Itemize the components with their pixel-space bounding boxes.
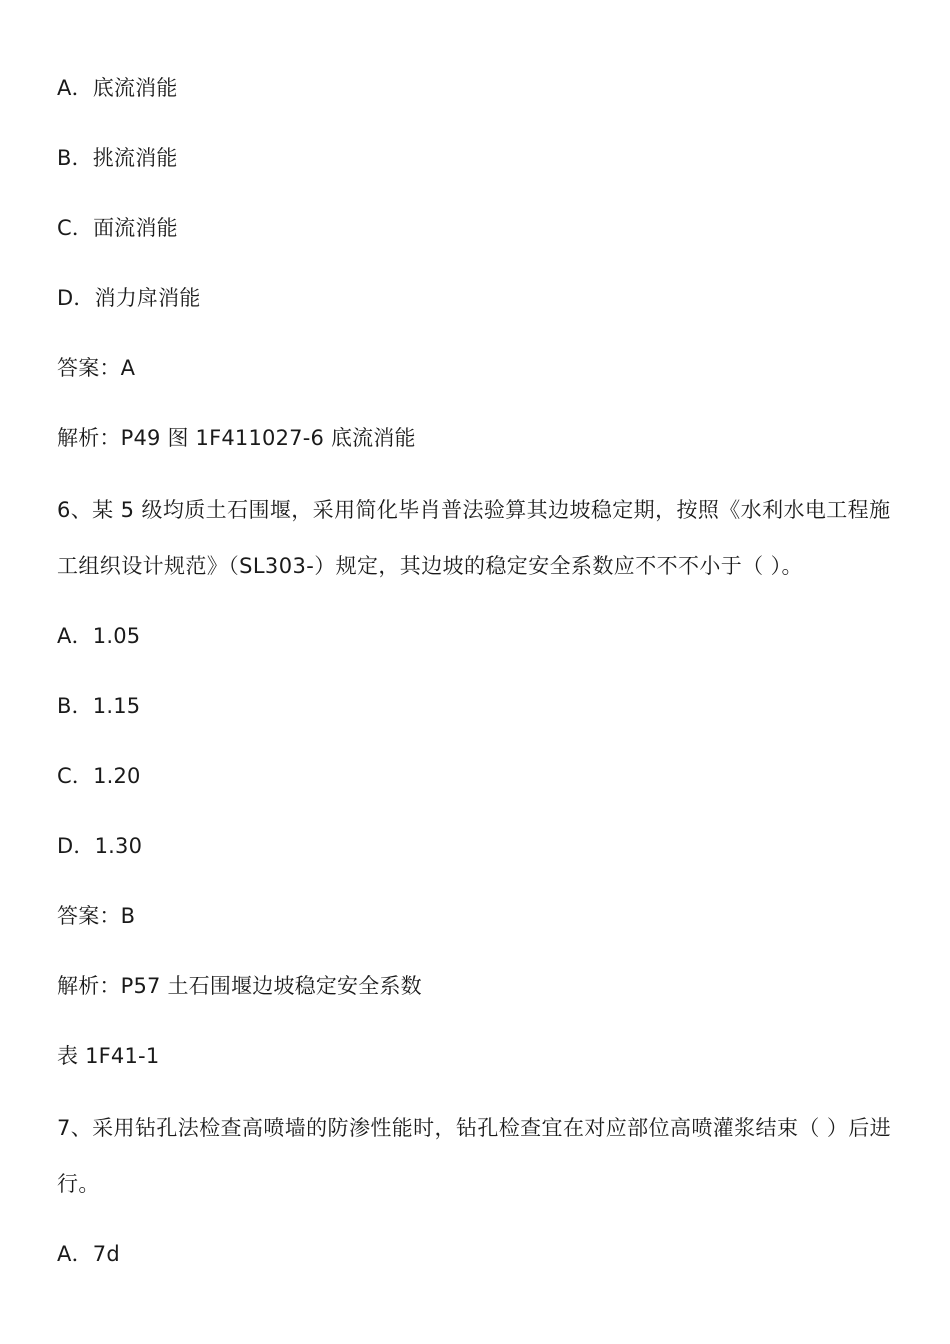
q7-stem: 7、采用钻孔法检查高喷墙的防渗性能时，钻孔检查宜在对应部位高喷灌浆结束（ ）后进行。: [57, 1116, 892, 1196]
q6-answer: 答案：B: [57, 904, 136, 928]
q5-option-d: D．消力戽消能: [57, 286, 201, 310]
q5-answer: 答案：A: [57, 356, 136, 380]
q6-analysis: 解析：P57 土石围堰边坡稳定安全系数: [57, 974, 422, 998]
q5-option-c: C．面流消能: [57, 216, 178, 240]
q6-option-d: D．1.30: [57, 834, 143, 858]
q6-table-ref: 表 1F41-1: [57, 1044, 160, 1068]
q6-option-c: C．1.20: [57, 764, 141, 788]
q6-option-a: A．1.05: [57, 624, 141, 648]
q6-option-b: B．1.15: [57, 694, 141, 718]
q6-stem: 6、某 5 级均质土石围堰，采用简化毕肖普法验算其边坡稳定期，按照《水利水电工程施工组织设计规范》（SL303-）规定，其边坡的稳定安全系数应不不不小于（ ）。: [57, 498, 891, 578]
q7-option-a: A．7d: [57, 1242, 120, 1266]
q5-option-a: A．底流消能: [57, 76, 178, 100]
q5-option-b: B．挑流消能: [57, 146, 178, 170]
q5-analysis: 解析：P49 图 1F411027-6 底流消能: [57, 426, 416, 450]
